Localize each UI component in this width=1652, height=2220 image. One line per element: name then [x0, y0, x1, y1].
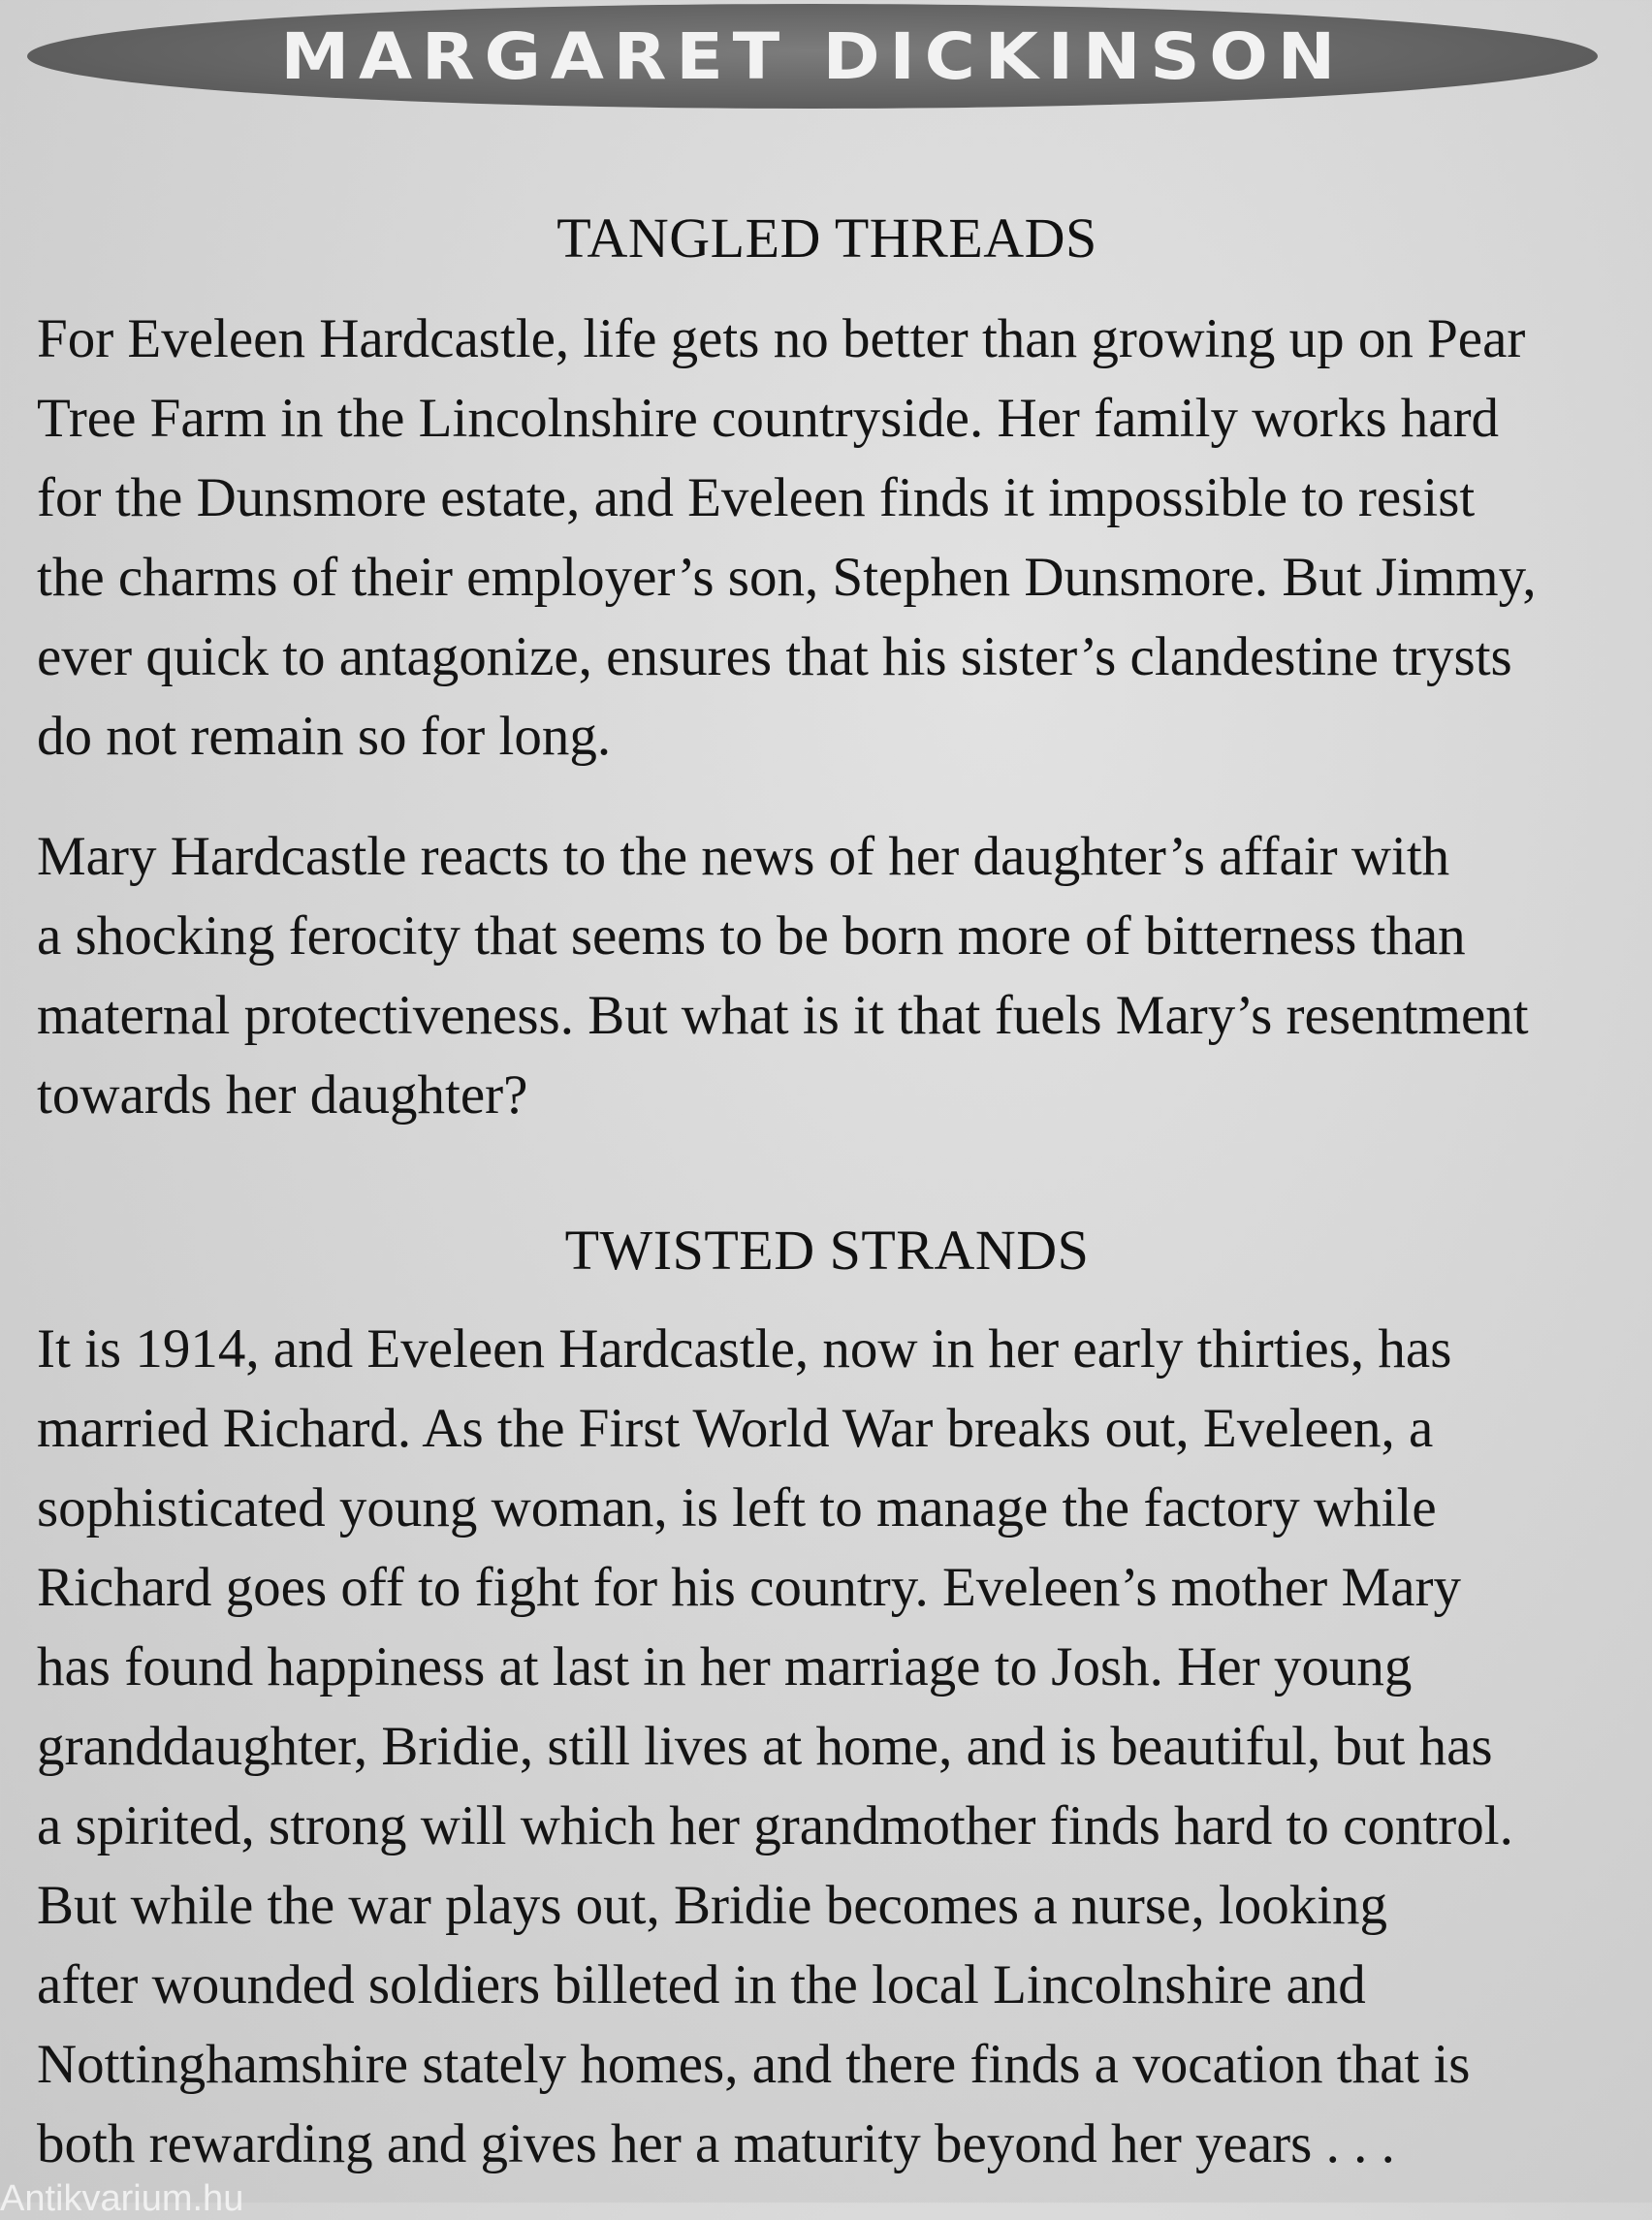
book-title: TWISTED STRANDS: [564, 1219, 1090, 1282]
text-line: do not remain so for long.: [37, 706, 612, 767]
book-description: [37, 300, 1617, 1135]
text-line: for the Dunsmore estate, and Eveleen finds it impossible to resist: [37, 467, 1476, 528]
text-line: the charms of their employer’s son, Stephen Dunsmore. But Jimmy,: [37, 547, 1537, 608]
text-line: Mary Hardcastle reacts to the news of her daughter’s affair with: [37, 826, 1450, 887]
text-line: towards her daughter?: [37, 1064, 528, 1126]
paragraph: [37, 1310, 1617, 2184]
book-section-tangled-threads: [37, 206, 1617, 1135]
book-description: [37, 1310, 1617, 2184]
book-section-twisted-strands: [37, 1218, 1617, 2184]
author-banner: [27, 4, 1598, 109]
paragraph: [37, 817, 1617, 1135]
text-line: sophisticated young woman, is left to manage the factory while: [37, 1477, 1437, 1538]
text-line: married Richard. As the First World War breaks out, Eveleen, a: [37, 1398, 1434, 1459]
text-line: ever quick to antagonize, ensures that his sister’s clandestine trysts: [37, 626, 1512, 687]
text-line: Nottinghamshire stately homes, and there finds a vocation that is: [37, 2034, 1471, 2095]
text-line: But while the war plays out, Bridie becomes a nurse, looking: [37, 1875, 1388, 1936]
text-line: It is 1914, and Eveleen Hardcastle, now in her early thirties, has: [37, 1318, 1452, 1380]
text-line: For Eveleen Hardcastle, life gets no better than growing up on Pear: [37, 308, 1526, 369]
text-line: a shocking ferocity that seems to be born more of bitterness than: [37, 905, 1466, 967]
book-title: TANGLED THREADS: [556, 206, 1097, 270]
author-name: MARGARET DICKINSON: [280, 18, 1345, 94]
paragraph: [37, 300, 1617, 777]
text-line: both rewarding and gives her a maturity beyond her years . . .: [37, 2113, 1395, 2174]
watermark: Antikvarium.hu: [0, 2178, 244, 2219]
text-line: Tree Farm in the Lincolnshire countryside. Her family works hard: [37, 388, 1500, 449]
text-line: maternal protectiveness. But what is it that fuels Mary’s resentment: [37, 985, 1529, 1046]
text-line: granddaughter, Bridie, still lives at home, and is beautiful, but has: [37, 1716, 1493, 1777]
text-line: after wounded soldiers billeted in the local Lincolnshire and: [37, 1954, 1366, 2015]
text-line: Richard goes off to fight for his country. Eveleen’s mother Mary: [37, 1557, 1461, 1618]
text-line: has found happiness at last in her marriage to Josh. Her young: [37, 1636, 1413, 1697]
text-line: a spirited, strong will which her grandmother finds hard to control.: [37, 1795, 1513, 1856]
